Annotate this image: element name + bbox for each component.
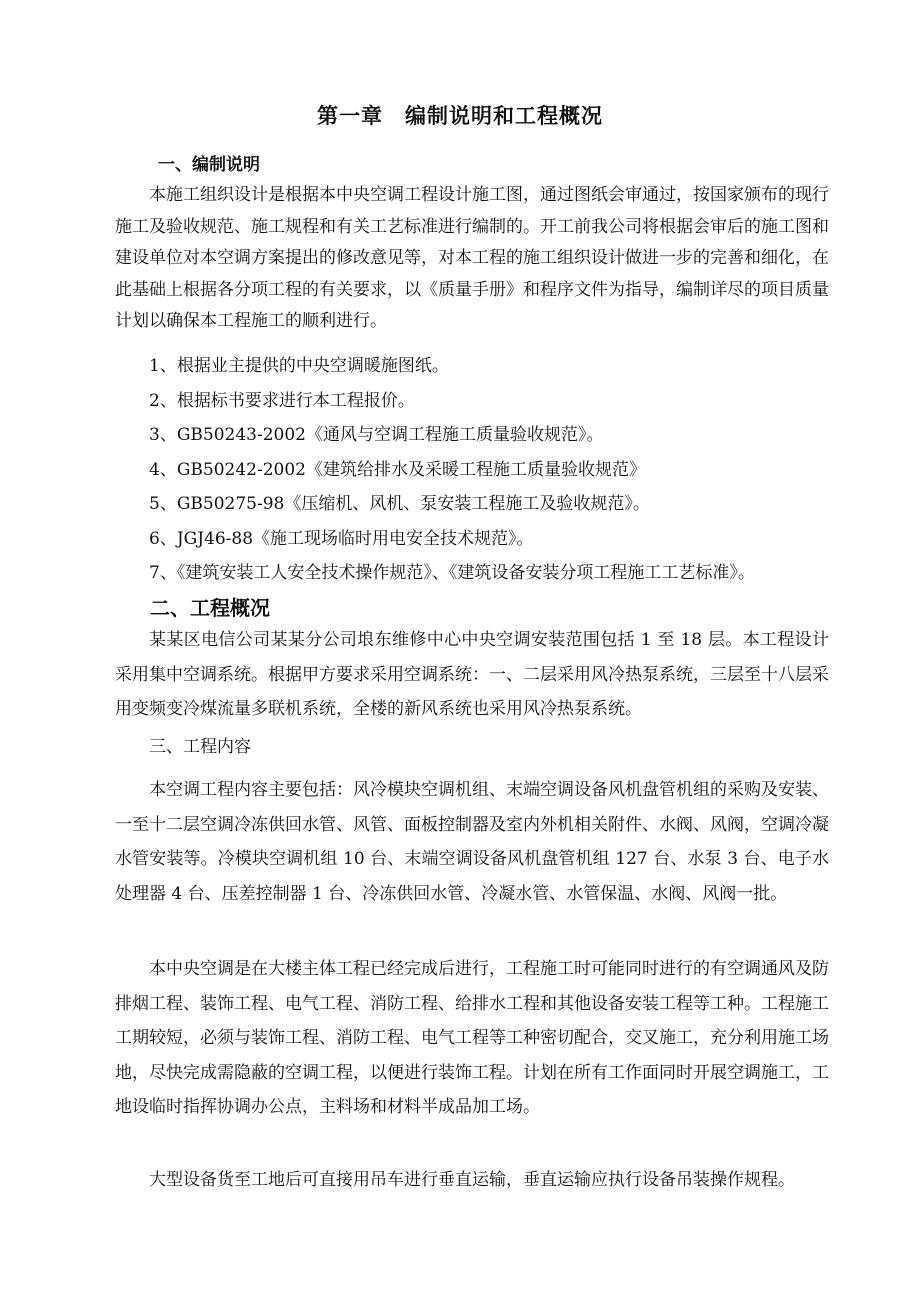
section-heading-content: 三、工程内容 — [149, 737, 251, 757]
list-item: 3、GB50243-2002《通风与空调工程施工质量验收规范》。 — [149, 425, 604, 445]
content-paragraph-2: 本中央空调是在大楼主体工程已经完成后进行，工程施工时可能同时进行的有空调通风及防排烟工程、装饰工程、电气工程、消防工程、给排水工程和其他设备安装工程等工种。工程施工工期较短，必须与装饰工程、消防工程、电气工程等工种密切配合，交叉施工，充分利用施工场地，尽快完成需隐蔽的空调工程，以便进行装饰工程。计划在所有工作面同时开展空调施工，工地设临时指挥协调办公点，主料场和材料半成品加工场。 — [115, 959, 829, 1117]
section-heading-overview: 二、工程概况 — [150, 596, 270, 620]
section-heading-compilation: 一、编制说明 — [158, 155, 260, 175]
chapter-title: 第一章 编制说明和工程概况 — [317, 104, 603, 128]
basis-list — [149, 349, 839, 591]
list-item: 7、《建筑安装工人安全技术操作规范》、《建筑设备安装分项工程施工工艺标准》。 — [149, 563, 755, 583]
list-item: 6、JGJ46-88《施工现场临时用电安全技术规范》。 — [149, 528, 534, 549]
list-item: 5、GB50275-98《压缩机、风机、泵安装工程施工及验收规范》。 — [149, 494, 650, 514]
list-item: 1、根据业主提供的中央空调暖施图纸。 — [149, 356, 449, 376]
overview-paragraph: 某某区电信公司某某分公司埌东维修中心中央空调安装范围包括 1 至 18 层。本工程设计采用集中空调系统。根据甲方要求采用空调系统：一、二层采用风冷热泵系统，三层至十八层采用变频变冷煤流量多联机系统，全楼的新风系统也采用风冷热泵系统。 — [115, 630, 829, 719]
content-paragraph-1: 本空调工程内容主要包括：风冷模块空调机组、末端空调设备风机盘管机组的采购及安装、一至十二层空调冷冻供回水管、风管、面板控制器及室内外机相关附件、水阀、风阀，空调冷凝水管安装等。冷模块空调机组 10 台、末端空调设备风机盘管机组 127 台、水泵 3 台、电子水处理器 4 台、压差控制器 1 台、冷冻供回水管、冷凝水管、水管保温、水阀、风阀一批。 — [115, 780, 829, 904]
content-paragraph-3: 大型设备货至工地后可直接用吊车进行垂直运输，垂直运输应执行设备吊装操作规程。 — [149, 1170, 795, 1190]
list-item: 4、GB50242-2002《建筑给排水及采暖工程施工质量验收规范》 — [149, 459, 646, 480]
list-item: 2、根据标书要求进行本工程报价。 — [149, 390, 415, 411]
compilation-intro-paragraph: 本施工组织设计是根据本中央空调工程设计施工图，通过图纸会审通过，按国家颁布的现行施工及验收规范、施工规程和有关工艺标准进行编制的。开工前我公司将根据会审后的施工图和建设单位对本空调方案提出的修改意见等，对本工程的施工组织设计做进一步的完善和细化，在此基础上根据各分项工程的有关要求，以《质量手册》和程序文件为指导，编制详尽的项目质量计划以确保本工程施工的顺利进行。 — [115, 185, 829, 331]
